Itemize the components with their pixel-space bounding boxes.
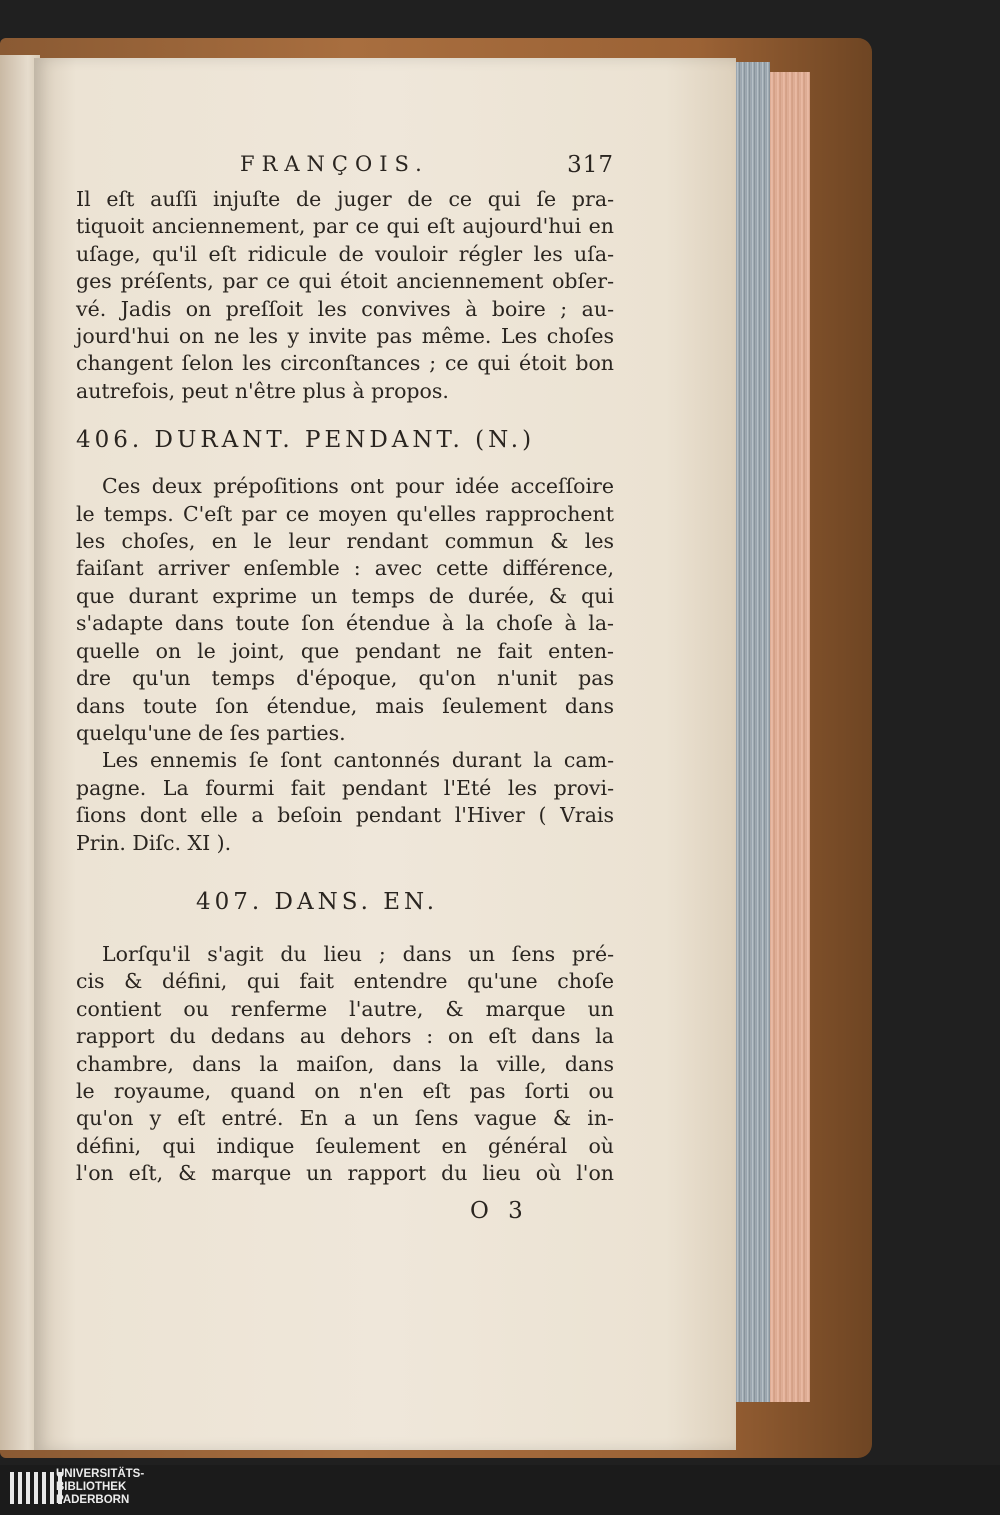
text-line: les choſes, en le leur rendant commun & les (76, 529, 614, 554)
text-line: Ces deux prépoſitions ont pour idée acceſſoire (102, 474, 614, 499)
logo-line: PADERBORN (56, 1494, 130, 1506)
page-text (76, 152, 614, 1188)
paragraph-406-1 (76, 473, 614, 747)
text-line: rapport du dedans au dehors : on eſt dans la (76, 1024, 614, 1049)
paragraph-1 (76, 186, 614, 405)
logo-line: BIBLIOTHEK (56, 1481, 127, 1493)
section-heading-406: 406. DURANT. PENDANT. (N.) (76, 427, 536, 454)
text-line: Prin. Diſc. XI ). (76, 830, 232, 855)
library-logo-icon (10, 1472, 62, 1504)
text-line: Il eſt auſſi injuſte de juger de ce qui ſe pra- (76, 187, 614, 211)
text-line: l'on eſt, & marque un rapport du lieu où l'on (76, 1161, 614, 1186)
text-line: changent ſelon les circonſtances ; ce qui étoit bon (76, 351, 614, 376)
text-line: chambre, dans la maiſon, dans la ville, dans (76, 1051, 614, 1076)
text-line: qu'on y eſt entré. En a un ſens vague & in- (76, 1106, 614, 1131)
paragraph-406-2 (76, 747, 614, 857)
text-line: dans toute ſon étendue, mais ſeulement dans (76, 693, 614, 718)
page-edges (736, 62, 770, 1402)
text-line: quelqu'une de ſes parties. (76, 720, 346, 745)
text-line: cis & défini, qui fait entendre qu'une choſe (76, 969, 614, 994)
text-line: quelle on le joint, que pendant ne fait enten- (76, 638, 614, 663)
text-line: autrefois, peut n'être plus à propos. (76, 378, 449, 403)
text-line: Lorſqu'il s'agit du lieu ; dans un ſens pré- (102, 941, 614, 966)
text-line: pagne. La fourmi fait pendant l'Eté les provi- (76, 775, 614, 800)
text-line: ges préſents, par ce qui étoit anciennement obſer- (76, 269, 614, 294)
running-header (76, 152, 614, 186)
text-line: dre qu'un temps d'époque, qu'on n'unit pas (76, 666, 614, 691)
text-line: le temps. C'eſt par ce moyen qu'elles rapprochent (76, 501, 614, 526)
library-footer (0, 1465, 1000, 1515)
page-edges-red (770, 72, 810, 1402)
running-head: FRANÇOIS. (240, 152, 429, 176)
text-line: défini, qui indique ſeulement en général où (76, 1133, 614, 1158)
text-line: s'adapte dans toute ſon étendue à la choſe à la- (76, 611, 614, 636)
text-line: contient ou renferme l'autre, & marque un (76, 996, 614, 1021)
text-line: ſions dont elle a beſoin pendant l'Hiver ( Vrais (76, 803, 614, 828)
paragraph-407-1 (76, 941, 614, 1188)
text-line: vé. Jadis on preſſoit les convives à boire ; au- (76, 296, 614, 321)
signature-mark: O 3 (470, 1198, 529, 1224)
text-line: le royaume, quand on n'en eſt pas ſorti ou (76, 1078, 614, 1103)
text-line: jourd'hui on ne les y invite pas même. Les choſes (76, 324, 614, 349)
text-line: uſage, qu'il eſt ridicule de vouloir régler les uſa- (76, 241, 614, 266)
text-line: faiſant arriver enſemble : avec cette différence, (76, 556, 614, 581)
library-logo-text (56, 1468, 144, 1507)
text-line: Les ennemis ſe ſont cantonnés durant la cam- (102, 748, 614, 773)
logo-line: UNIVERSITÄTS- (56, 1468, 145, 1480)
text-line: tiquoit anciennement, par ce qui eſt aujourd'hui en (76, 214, 614, 239)
section-heading-407: 407. DANS. EN. (196, 888, 439, 915)
page-number: 317 (567, 152, 614, 178)
text-line: que durant exprime un temps de durée, & qui (76, 583, 614, 608)
